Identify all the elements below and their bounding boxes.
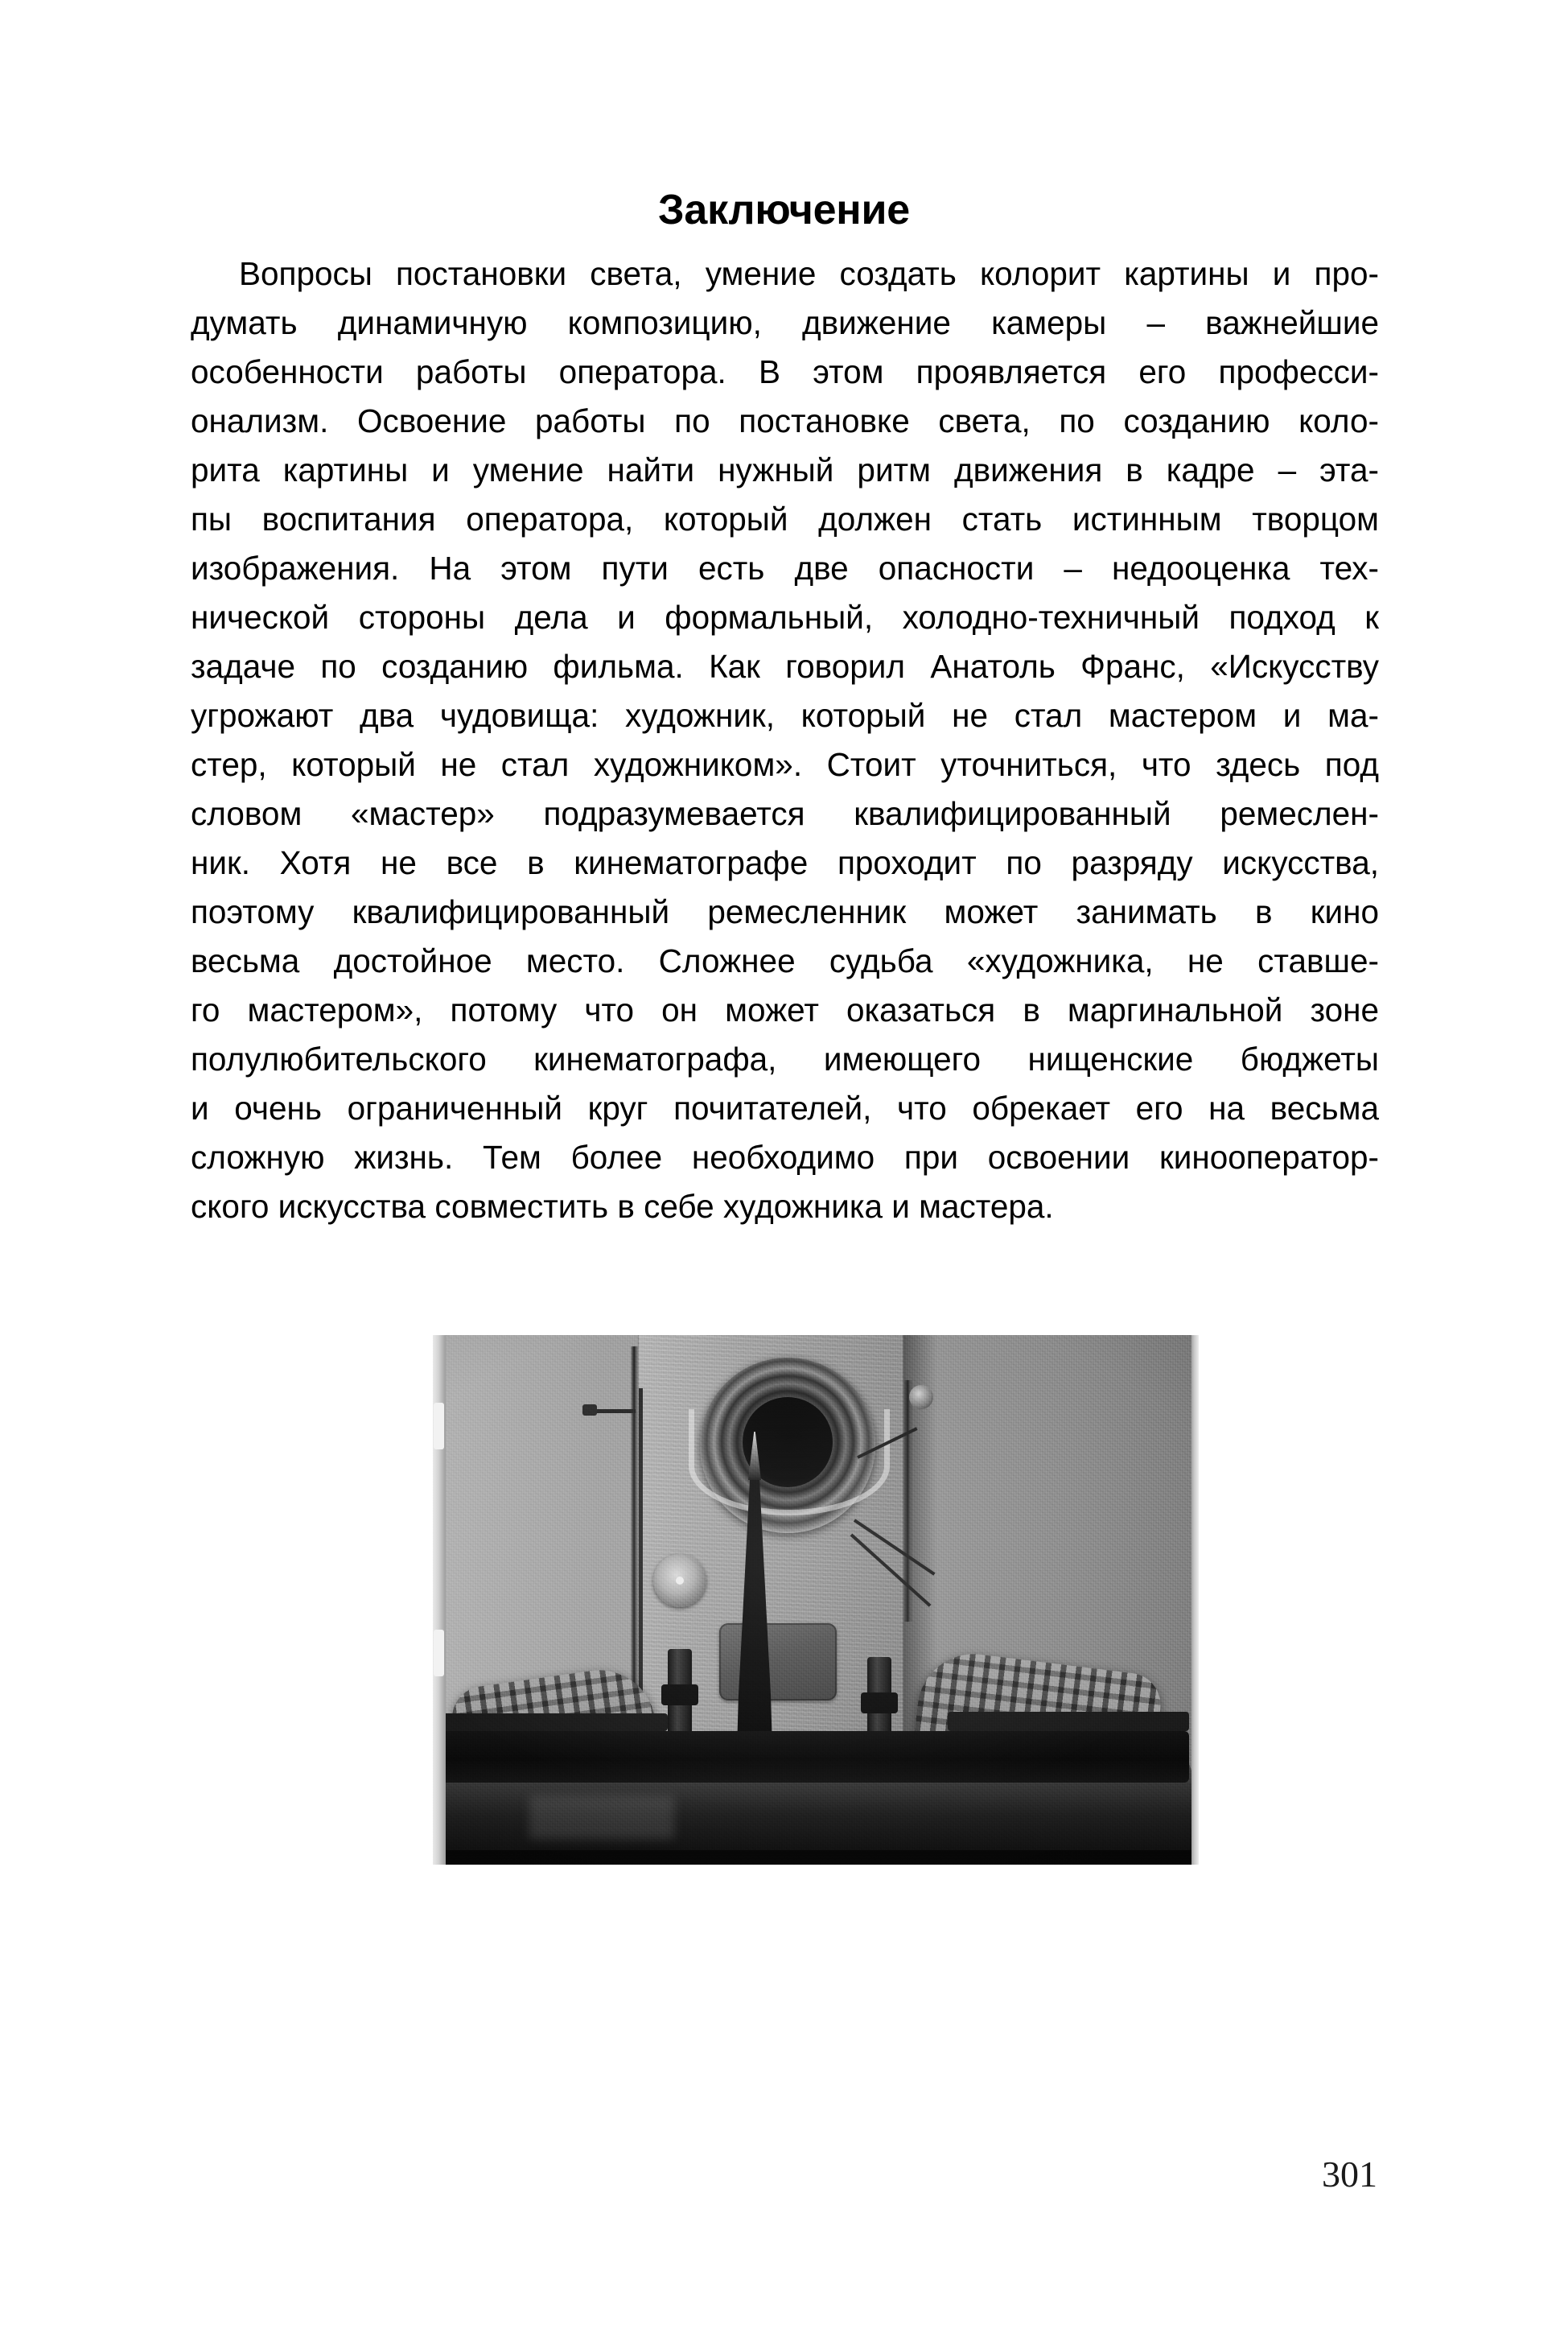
- text-line: полулюбительского кинематографа, имеющего нищенские бюджеты: [191, 1041, 1379, 1078]
- text-line: пы воспитания оператора, который должен стать истинным творцом: [191, 501, 1379, 538]
- text-line: онализм. Освоение работы по постановке света, по созданию коло-: [191, 402, 1379, 439]
- text-line: рита картины и умение найти нужный ритм движения в кадре – эта-: [191, 451, 1379, 488]
- photo-film-edge-right: [1191, 1335, 1199, 1865]
- body-paragraph: [191, 249, 1379, 1231]
- text-line: сложную жизнь. Тем более необходимо при освоении кинооператор-: [191, 1139, 1379, 1176]
- page-number: 301: [1322, 2154, 1377, 2195]
- photo-vignette: [433, 1335, 1199, 1865]
- text-line: изображения. На этом пути есть две опасности – недооценка тех-: [191, 550, 1379, 587]
- text-line: ник. Хотя не все в кинематографе проходит по разряду искусства,: [191, 844, 1379, 881]
- text-line: угрожают два чудовища: художник, который не стал мастером и ма-: [191, 697, 1379, 734]
- text-line: словом «мастер» подразумевается квалифицированный ремеслен-: [191, 795, 1379, 832]
- photograph-film-still: [433, 1335, 1199, 1865]
- text-line: ского искусства совместить в себе художника и мастера.: [191, 1188, 1054, 1225]
- text-line: думать динамичную композицию, движение камеры – важнейшие: [191, 304, 1379, 341]
- text-line: особенности работы оператора. В этом проявляется его професси-: [191, 353, 1379, 390]
- page-title: Заключение: [657, 186, 911, 233]
- text-line: задаче по созданию фильма. Как говорил Анатоль Франс, «Искусству: [191, 648, 1379, 685]
- figure-photograph: [433, 1335, 1199, 1865]
- text-line: Вопросы постановки света, умение создать колорит картины и про-: [239, 255, 1379, 292]
- text-line: весьма достойное место. Сложнее судьба «художника, не ставше-: [191, 942, 1379, 979]
- text-line: поэтому квалифицированный ремесленник может занимать в кино: [191, 893, 1379, 930]
- text-line: го мастером», потому что он может оказаться в маргинальной зоне: [191, 991, 1379, 1028]
- text-line: стер, который не стал художником». Стоит уточниться, что здесь под: [191, 746, 1379, 783]
- text-line: нической стороны дела и формальный, холодно-техничный подход к: [191, 599, 1379, 636]
- text-line: и очень ограниченный круг почитателей, что обрекает его на весьма: [191, 1090, 1379, 1127]
- photo-film-edge-left: [433, 1335, 446, 1865]
